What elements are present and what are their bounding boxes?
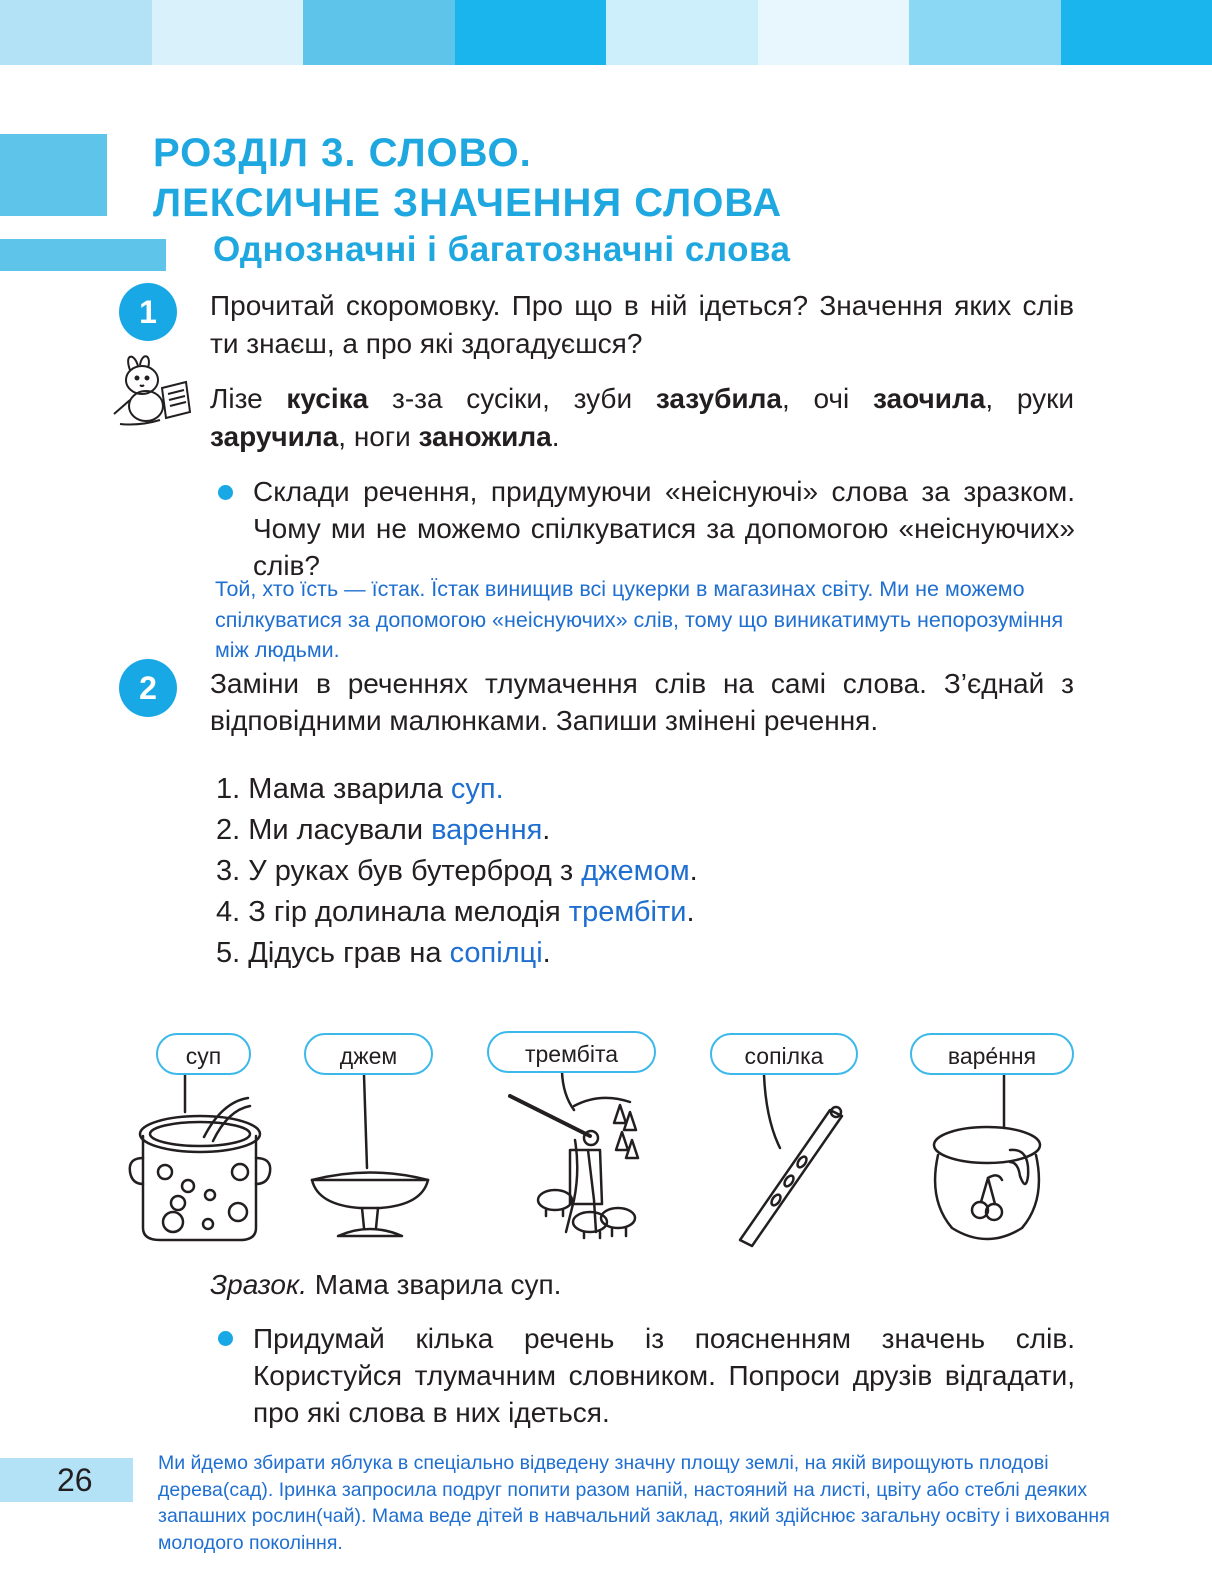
- connector-sopilka: [764, 1075, 780, 1148]
- trembita-player-icon: [510, 1096, 638, 1238]
- bullet-dot: [218, 1331, 233, 1346]
- sentence-2: [216, 812, 550, 848]
- header-stripes: [0, 0, 1212, 65]
- chapter-title: [153, 128, 782, 228]
- section-marker: [0, 239, 166, 271]
- task-1-answer: Той, хто їсть — їстак. Їстак винищив всі цукерки в магазинах світу. Ми не можемо спілкуватися за допомогою «неіснуючих» слів, тому що виникатимуть непорозуміння між людьми.: [215, 577, 1064, 662]
- rhyme-text: , очі: [781, 383, 873, 414]
- sentence-answer: джемом: [581, 855, 690, 887]
- rhyme-word: заручила: [210, 421, 339, 452]
- sentence-end: .: [542, 937, 551, 969]
- sentence-text: 2. Ми ласували: [216, 814, 432, 846]
- label-soup: суп: [156, 1033, 251, 1075]
- stripe: [909, 0, 1061, 65]
- example-text: Мама зварила суп.: [307, 1269, 562, 1300]
- chapter-marker: [0, 134, 107, 216]
- sentence-4: [216, 894, 695, 930]
- page-number: 26: [57, 1462, 93, 1498]
- jam-bowl-icon: [312, 1173, 428, 1237]
- sentence-end: .: [686, 896, 695, 928]
- sentence-end: .: [542, 814, 551, 846]
- sentence-text: 3. У руках був бутерброд з: [216, 855, 582, 887]
- sentence-5: [216, 935, 551, 971]
- sentence-text: 5. Дідусь грав на: [216, 937, 450, 969]
- stripe: [606, 0, 758, 65]
- label-jam: джем: [304, 1033, 433, 1075]
- tongue-twister: [210, 380, 1074, 456]
- sentence-end: .: [689, 855, 698, 887]
- sentence-answer: трембіти: [568, 896, 687, 928]
- task-2-prompt: Заміни в реченнях тлумачення слів на самі слова. З’єднай з відповідними малюнками. Запиши змінені речення.: [210, 668, 1074, 736]
- label-varennia: варе́ння: [910, 1033, 1074, 1075]
- example-line: [210, 1266, 1074, 1304]
- soup-pot-icon: [130, 1098, 270, 1240]
- connector-trembita: [562, 1072, 574, 1110]
- stripe: [758, 0, 910, 65]
- stripe: [152, 0, 304, 65]
- chapter-title-line2: ЛЕКСИЧНЕ ЗНАЧЕННЯ СЛОВА: [153, 181, 783, 225]
- sentence-answer: варення: [431, 814, 543, 846]
- task-1-bullet: Склади речення, придумуючи «неіснуючі» слова за зразком. Чому ми не можемо спілкуватися за допомогою «неіснуючих» слів?: [253, 476, 1075, 581]
- sopilka-icon: [740, 1107, 842, 1246]
- varennia-jar-icon: [934, 1127, 1040, 1239]
- bullet-dot: [218, 485, 233, 500]
- sentence-answer: сопілці: [449, 937, 543, 969]
- task-2-badge: 2: [119, 659, 177, 717]
- rhyme-word: кусіка: [286, 383, 369, 414]
- task-2-bullet: Придумай кілька речень із поясненням значень слів. Користуйся тлумачним словником. Попроси друзів відгадати, про які слова в них ідеться.: [253, 1323, 1075, 1428]
- stripe: [1061, 0, 1212, 65]
- task-1-badge: 1: [119, 283, 177, 341]
- example-label: Зразок.: [210, 1269, 307, 1300]
- label-sopilka: сопілка: [710, 1033, 858, 1075]
- rhyme-text: .: [551, 421, 560, 452]
- chapter-title-line1: РОЗДІЛ 3. СЛОВО.: [153, 131, 532, 175]
- stripe: [0, 0, 152, 65]
- reading-bunny-icon: [110, 350, 194, 428]
- rhyme-text: , руки: [985, 383, 1074, 414]
- section-title: Однозначні і багатозначні слова: [213, 230, 791, 269]
- rhyme-word: зазубила: [655, 383, 782, 414]
- rhyme-word: заножила: [418, 421, 552, 452]
- label-trembita: трембіта: [487, 1031, 656, 1073]
- stripe: [455, 0, 607, 65]
- sentence-text: 4. З гір долинала мелодія: [216, 896, 569, 928]
- rhyme-word: заочила: [872, 383, 986, 414]
- task-2-answer: Ми йдемо збирати яблука в спеціально відведену значну площу землі, на якій вирощують плодові дерева(сад). Іринка запросила подруг попити разом напій, настояний на листі, цвіту або стеблі деяких запашних рослин(чай). Мама веде дітей в навчальний заклад, який здійснює загальну освіту і виховання молодого покоління.: [158, 1452, 1110, 1554]
- sentence-text: 1. Мама зварила: [216, 773, 451, 805]
- connector-jam: [364, 1075, 367, 1168]
- task-1-prompt: Прочитай скоромовку. Про що в ній ідеться? Значення яких слів ти знаєш, а про які здогадуєшся?: [210, 290, 1074, 359]
- rhyme-text: з-за сусіки, зуби: [368, 383, 656, 414]
- sentence-1: [216, 771, 504, 807]
- sentence-3: [216, 853, 698, 889]
- rhyme-text: , ноги: [338, 421, 419, 452]
- stripe: [303, 0, 455, 65]
- sentence-answer: суп.: [450, 773, 504, 805]
- rhyme-text: Лізе: [210, 383, 287, 414]
